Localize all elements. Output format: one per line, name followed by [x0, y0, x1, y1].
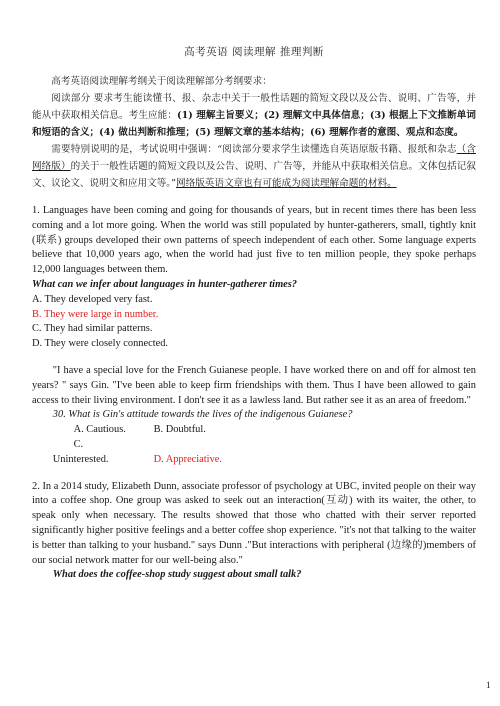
q1-option-a: A. They developed very fast. — [32, 293, 153, 305]
intro-note-lead: 需要特别说明的是，考试说明中强调：“阅读部分要求学生读懂选自英语原版书籍、报纸和杂志 — [51, 144, 457, 155]
q2-passage: 2. In a 2014 study, Elizabeth Dunn, associate professor of psychology at UBC, invited people on their way into a coffee shop. One group was asked to seek out an interaction(互动) with its waiter, the other, to speak only when necessary. The results showed that those who chatted with their server reported significantly higher positive feelings and a better coffee shop experience. "it's not that talking to the waiter is better than talking to your husband." says Dunn ."But interactions with peripheral (边缘的)members of our social network matter for our well-being also." — [32, 480, 476, 566]
q30-options-row-1 — [32, 423, 476, 438]
q1-option-b-answer: B. They were large in number. — [32, 308, 159, 320]
intro-line-2 — [32, 90, 476, 141]
intro-underlined-conclusion: 网络版英语文章也有可能成为阅读理解命题的材料。 — [176, 178, 397, 189]
q30-question: 30. What is Gin's attitude towards the lives of the indigenous Guianese? — [52, 409, 353, 421]
q30-option-b: B. Doubtful. — [153, 424, 206, 436]
q1-option-d: D. They were closely connected. — [32, 338, 168, 350]
intro-note-rest: 的关于一般性话题的简短文段以及公告、说明、广告等，并能从中获取相关信息。文体包括记叙文、议论文、说明文和应用文等。” — [32, 161, 477, 189]
page-number: 1 — [486, 680, 491, 690]
page-title: 高考英语 阅读理解 推理判断 — [184, 46, 324, 58]
q1-option-c: C. They had similar patterns. — [32, 323, 153, 335]
intro-requirements-lead: 阅读部分 要求考生能读懂书、报、杂志中关于一般性话题的简短文段以及公告、说明、广告等，并能从中获取相关信息。考生应能： — [32, 93, 476, 121]
q30-passage: "I have a special love for the French Guianese people. I have worked there on and off for almost ten years? " says Gin. "I've been able to keep firm friendships with them. Thus I have been allowed to gain access to their living environment. I don't see it as a lawless land. But rather see it as an area of freedom." — [32, 364, 476, 406]
q30-option-c: C. Uninterested. — [52, 438, 109, 465]
intro-line-3 — [32, 141, 476, 192]
intro-line-1: 高考英语阅读理解考纲关于阅读理解部分考纲要求： — [51, 76, 272, 87]
q30-option-d-answer: D. Appreciative. — [153, 453, 222, 465]
q1-question: What can we infer about languages in hunter-gatherer times? — [32, 278, 298, 290]
intro-underlined-online: （含网络版） — [32, 144, 476, 172]
q30-option-a: A. Cautious. — [73, 424, 126, 436]
page-content — [32, 44, 476, 583]
q30-options-row-2 — [32, 438, 476, 468]
q1-passage: 1. Languages have been coming and going for thousands of years, but in recent times there has been less coming and a lot more going. When the world was still populated by hunter-gatherers, small, tightly knit (联系) groups developed their own patterns of speech independent of each other. Some language experts believe that 10,000 years ago, when the world had just five to ten million people, they spoke perhaps 12,000 languages between them. — [32, 205, 476, 276]
intro-requirements: (1) 理解主旨要义；(2) 理解文中具体信息；(3) 根据上下文推断单词和短语的含义；(4) 做出判断和推理；(5) 理解文章的基本结构；(6) 理解作者的意图、观点和态度。 — [32, 110, 477, 138]
q2-question: What does the coffee-shop study suggest about small talk? — [52, 569, 302, 581]
